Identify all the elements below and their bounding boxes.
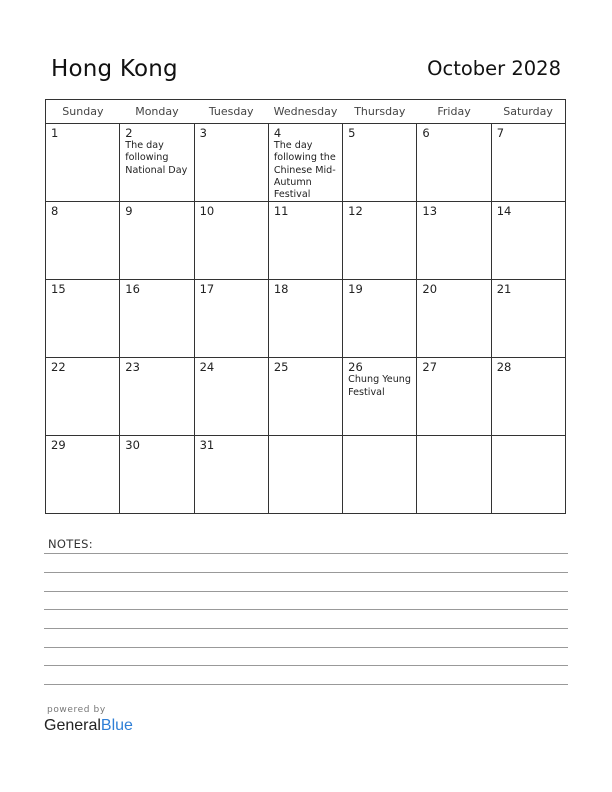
holiday-label: Chung Yeung Festival	[348, 374, 411, 398]
day-cell	[194, 358, 268, 436]
weekday-tuesday: Tuesday	[194, 100, 268, 124]
note-line	[44, 572, 568, 573]
calendar-grid	[45, 99, 566, 514]
week-row	[46, 280, 566, 358]
day-number: 17	[199, 282, 215, 297]
day-number: 20	[422, 282, 438, 297]
day-number: 31	[199, 438, 215, 453]
day-number: 19	[348, 282, 363, 297]
brand-general: General	[44, 717, 101, 734]
day-cell	[120, 124, 194, 202]
day-number: 26	[348, 360, 363, 375]
powered-by-text: powered by	[47, 705, 106, 715]
day-cell	[268, 124, 342, 202]
day-number: 12	[348, 204, 363, 219]
weekday-monday: Monday	[120, 100, 194, 124]
day-cell	[417, 280, 491, 358]
note-line	[44, 647, 568, 648]
day-cell	[46, 280, 120, 358]
weekday-sunday: Sunday	[46, 100, 120, 124]
day-number: 7	[496, 126, 505, 140]
holiday-label: The day following the Chinese Mid-Autumn Festival	[273, 140, 336, 201]
notes-label: NOTES:	[48, 537, 93, 551]
day-cell	[120, 202, 194, 280]
day-cell	[343, 436, 417, 514]
day-cell	[491, 202, 565, 280]
week-row	[46, 202, 566, 280]
weekday-thursday: Thursday	[343, 100, 417, 124]
day-cell	[343, 280, 417, 358]
note-line	[44, 609, 568, 610]
weekday-saturday: Saturday	[491, 100, 565, 124]
day-number: 10	[199, 204, 215, 219]
day-cell	[194, 124, 268, 202]
day-number: 8	[51, 204, 59, 219]
note-line	[44, 591, 568, 592]
note-line	[44, 553, 568, 554]
day-cell	[343, 202, 417, 280]
day-number: 15	[51, 282, 66, 297]
week-row	[46, 436, 566, 514]
day-cell	[46, 124, 120, 202]
day-number: 30	[125, 438, 140, 453]
day-cell	[194, 202, 268, 280]
day-cell	[120, 436, 194, 514]
day-cell	[343, 358, 417, 436]
day-number: 13	[422, 204, 438, 219]
day-number: 14	[496, 204, 512, 219]
day-cell	[491, 124, 565, 202]
week-row	[46, 124, 566, 202]
day-number: 9	[125, 204, 133, 219]
day-number: 28	[496, 360, 512, 375]
day-number: 4	[273, 126, 282, 140]
day-cell	[417, 124, 491, 202]
day-number: 2	[125, 126, 133, 140]
day-number: 1	[51, 126, 59, 140]
weekday-header-row	[46, 100, 566, 124]
holiday-label: The day following National Day	[125, 140, 188, 176]
day-cell	[46, 358, 120, 436]
day-cell	[343, 124, 417, 202]
weekday-wednesday: Wednesday	[268, 100, 342, 124]
day-cell	[268, 436, 342, 514]
day-cell	[417, 358, 491, 436]
calendar-country-title: Hong Kong	[51, 56, 178, 82]
day-cell	[417, 436, 491, 514]
day-number: 6	[422, 126, 430, 140]
day-cell	[120, 280, 194, 358]
note-line	[44, 665, 568, 666]
day-cell	[46, 202, 120, 280]
day-number: 3	[199, 126, 207, 140]
week-row	[46, 358, 566, 436]
day-number: 25	[273, 360, 289, 375]
day-number: 23	[125, 360, 140, 375]
day-number: 18	[273, 282, 289, 297]
note-line	[44, 684, 568, 685]
weekday-friday: Friday	[417, 100, 491, 124]
day-cell	[194, 280, 268, 358]
day-cell	[268, 202, 342, 280]
day-number: 29	[51, 438, 66, 453]
brand-blue: Blue	[100, 717, 133, 734]
day-cell	[417, 202, 491, 280]
note-line	[44, 628, 568, 629]
day-number: 24	[199, 360, 215, 375]
day-cell	[194, 436, 268, 514]
day-number: 27	[422, 360, 438, 375]
day-cell	[491, 358, 565, 436]
day-cell	[491, 436, 565, 514]
generalblue-logo	[44, 717, 133, 735]
day-cell	[268, 280, 342, 358]
day-number: 16	[125, 282, 140, 297]
day-number: 22	[51, 360, 66, 375]
calendar-weeks	[46, 124, 566, 514]
calendar-month-title: October 2028	[427, 57, 561, 80]
day-cell	[120, 358, 194, 436]
day-cell	[491, 280, 565, 358]
day-cell	[268, 358, 342, 436]
day-number: 21	[496, 282, 512, 297]
day-cell	[46, 436, 120, 514]
day-number: 5	[348, 126, 356, 140]
day-number: 11	[273, 204, 289, 219]
